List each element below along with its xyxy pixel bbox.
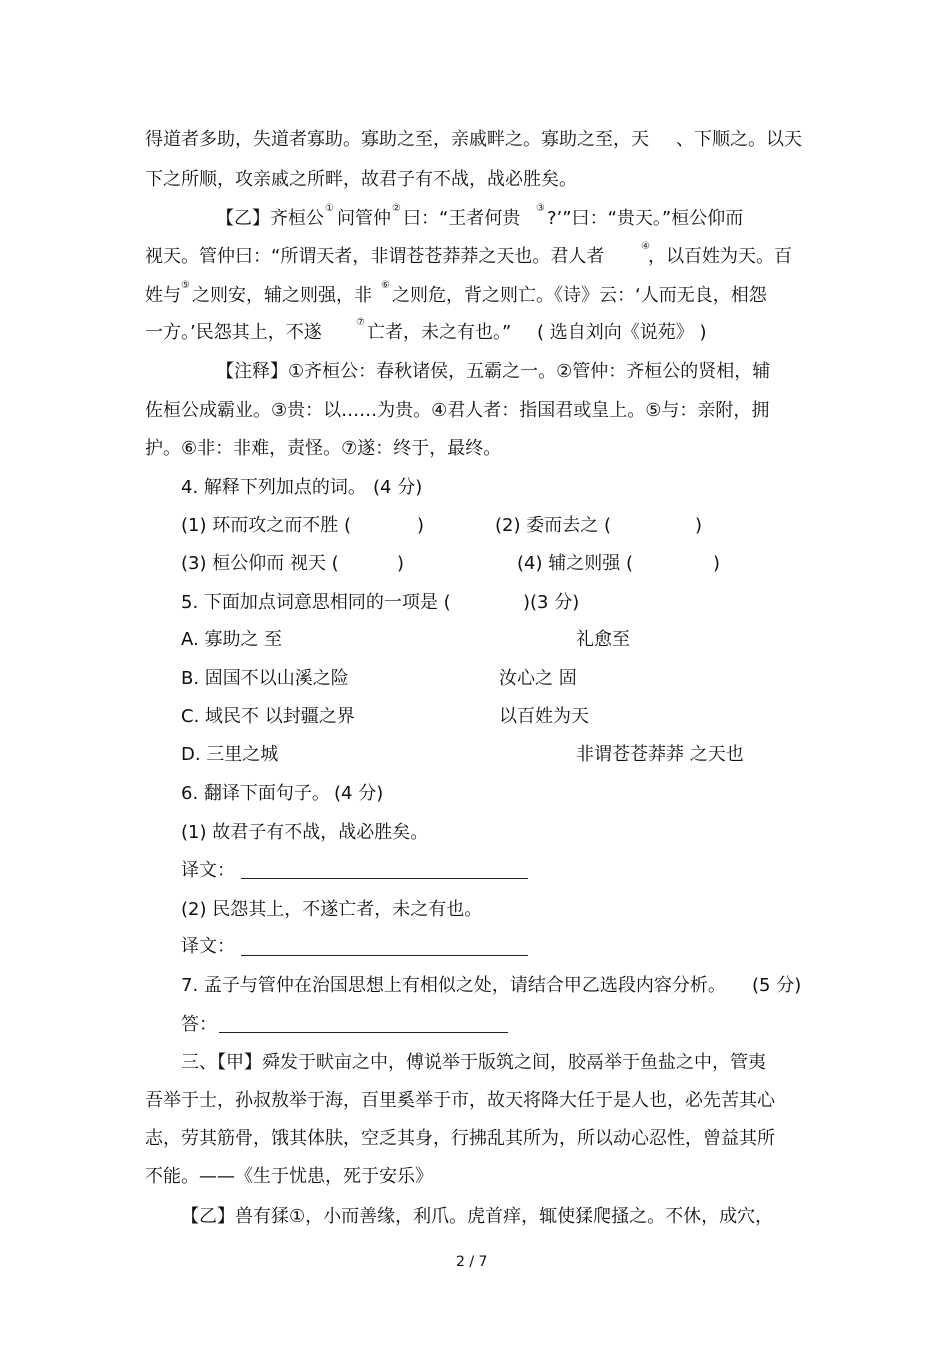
q7-answer-label: 答： (181, 1014, 217, 1035)
q4-stem: 4. 解释下列加点的词。 (181, 477, 366, 498)
q6-sentence-1: (1) 故君子有不战，战必胜矣。 (181, 822, 429, 843)
q5-stem: 5. 下面加点词意思相同的一项是 ( (181, 592, 451, 613)
passage-b-line-3c: 之则危，背之则亡。《诗》云：‘人而无良，相怨 (392, 285, 767, 306)
q7-answer-line[interactable] (219, 1032, 508, 1033)
q7-stem: 7. 孟子与管仲在治国思想上有相似之处，请结合甲乙选段内容分析。 (181, 975, 726, 996)
passage-b-line-1b: 问管仲 (337, 208, 391, 229)
q5-option-d-right: 非谓苍苍莽莽 之天也 (576, 744, 744, 765)
passage-b-source: ( 选自刘向《说苑》 ) (537, 322, 707, 343)
q6-sentence-2: (2) 民怨其上，不遂亡者，未之有也。 (181, 899, 483, 920)
q4-item-2: (2) 委而去之 ( (495, 515, 611, 536)
q5-stem-close: )(3 分) (523, 592, 580, 613)
q5-option-d-left: D. 三里之城 (181, 744, 279, 765)
footnote-mark-4: ④ (641, 241, 650, 252)
passage-b-line-3a: 姓与 (145, 285, 181, 306)
q6-score: (4 分) (334, 783, 384, 804)
footnote-mark-5: ⑤ (181, 280, 190, 291)
q6-answer-2-label: 译文： (181, 936, 235, 957)
notes-line-1: 【注释】①齐桓公：春秋诸侯，五霸之一。②管仲：齐桓公的贤相，辅 (216, 361, 771, 382)
q7-score: (5 分) (752, 975, 802, 996)
q4-item-1-close: ) (417, 515, 425, 536)
notes-line-2: 佐桓公成霸业。③贵：以……为贵。④君人者：指国君或皇上。⑤与：亲附，拥 (145, 400, 770, 421)
q5-option-c-right: 以百姓为天 (499, 706, 589, 727)
passage-b-line-1d: ?’”曰：“贵天。”桓公仰而 (547, 208, 744, 229)
passage-a-line-1b: 、下顺之。以天 (676, 129, 802, 150)
passage-a-line-1a: 得道者多助，失道者寡助。寡助之至，亲戚畔之。寡助之至，天 (145, 129, 649, 150)
q4-item-4: (4) 辅之则强 ( (517, 553, 633, 574)
section3-line-4: 不能。——《生于忧患，死于安乐》 (145, 1166, 433, 1187)
footnote-mark-7: ⑦ (356, 317, 365, 328)
notes-line-3: 护。⑥非：非难，责怪。⑦遂：终于，最终。 (145, 438, 502, 459)
q5-option-c-left: C. 域民不 以封疆之界 (181, 706, 355, 727)
q4-score: (4 分) (373, 477, 423, 498)
q4-item-2-close: ) (695, 515, 703, 536)
q5-option-a-right: 礼愈至 (576, 629, 630, 650)
passage-b-line-4b: 亡者，未之有也。” (367, 322, 512, 343)
q6-stem: 6. 翻译下面句子。 (181, 783, 330, 804)
footnote-mark-1: ① (325, 203, 334, 214)
passage-b-line-4a: 一方。’民怨其上，不遂 (145, 322, 322, 343)
footnote-mark-6: ⑥ (381, 280, 390, 291)
passage-a-line-2: 下之所顺，攻亲戚之所畔，故君子有不战，战必胜矣。 (145, 169, 577, 190)
passage-b-line-2a: 视天。管仲曰：“所谓天者，非谓苍苍莽莽之天也。君人者 (145, 246, 605, 267)
footnote-mark-2: ② (392, 203, 401, 214)
q5-option-b-left: B. 固国不以山溪之险 (181, 668, 349, 689)
passage-b-line-2b: ，以百姓为天。百 (648, 246, 792, 267)
footnote-mark-3: ③ (536, 203, 545, 214)
q4-item-1: (1) 环而攻之而不胜 ( (181, 515, 351, 536)
q6-answer-1-line[interactable] (241, 878, 528, 879)
q5-option-b-right: 汝心之 固 (499, 668, 577, 689)
passage-b-line-1a: 【乙】齐桓公 (216, 208, 324, 229)
passage-b-line-3b: 之则安，辅之则强，非 (192, 285, 372, 306)
q4-item-3: (3) 桓公仰而 视天 ( (181, 553, 339, 574)
section3-line-2: 吾举于士，孙叔敖举于海，百里奚举于市，故天将降大任于是人也，必先苦其心 (145, 1090, 775, 1111)
q4-item-4-close: ) (713, 553, 721, 574)
q5-option-a-left: A. 寡助之 至 (181, 629, 283, 650)
q6-answer-2-line[interactable] (241, 955, 528, 956)
q6-answer-1-label: 译文： (181, 860, 235, 881)
passage-b-line-1c: 曰：“王者何贵 (403, 208, 521, 229)
q4-item-3-close: ) (397, 553, 405, 574)
page-number: 2 / 7 (456, 1254, 488, 1270)
section3-line-5: 【乙】兽有猱①，小而善缘，利爪。虎首痒，辄使猱爬搔之。不休，成穴， (181, 1206, 774, 1227)
section3-line-1: 三、【甲】舜发于畎亩之中，傅说举于版筑之间，胶鬲举于鱼盐之中，管夷 (181, 1052, 766, 1073)
section3-line-3: 志，劳其筋骨，饿其体肤，空乏其身，行拂乱其所为，所以动心忍性，曾益其所 (145, 1128, 775, 1149)
